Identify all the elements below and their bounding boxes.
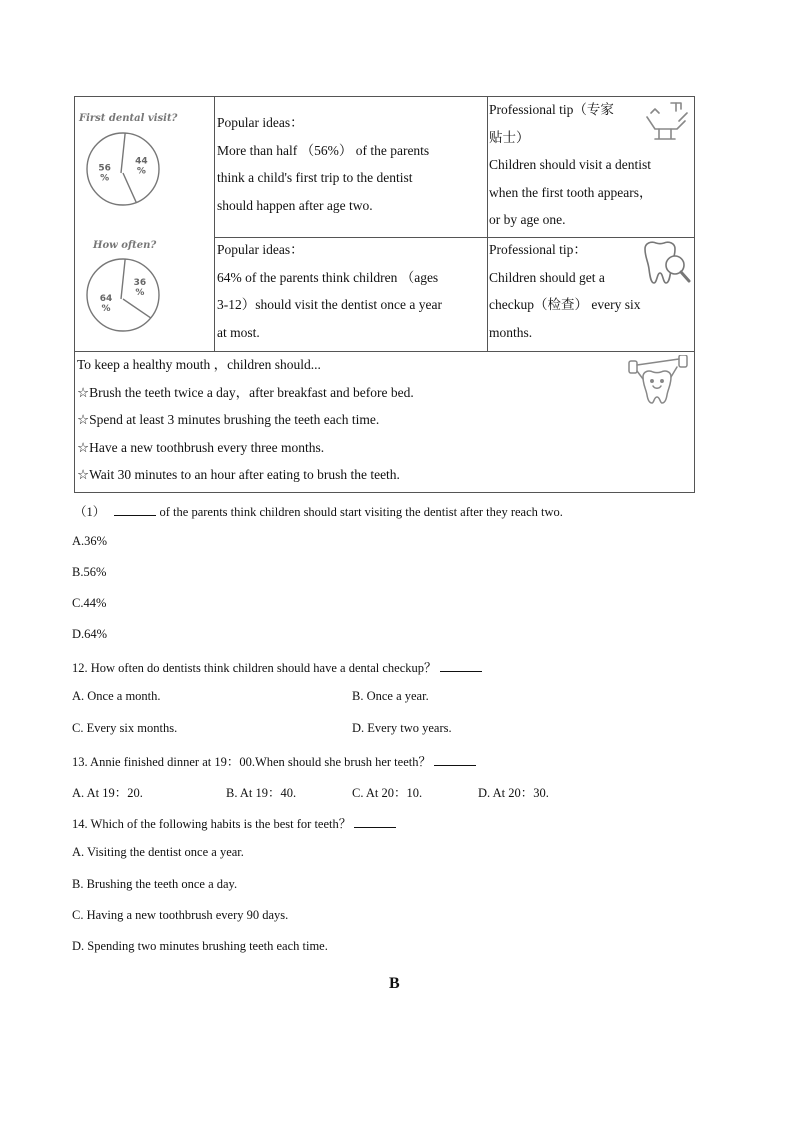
pie-outline xyxy=(87,259,159,331)
popular-ideas-heading: Popular ideas： xyxy=(217,242,304,257)
chart-title-how-often: How often? xyxy=(93,240,157,251)
option-b: B.56% xyxy=(72,565,107,579)
professional-tip-line: checkup（检查） every six xyxy=(489,297,641,312)
option-a: A. Once a month. xyxy=(72,689,161,703)
answer-blank[interactable] xyxy=(440,659,482,672)
section-heading: B xyxy=(389,975,400,992)
professional-tip-line: or by age one. xyxy=(489,212,566,227)
table-divider xyxy=(487,97,488,351)
option-a: A. Visiting the dentist once a year. xyxy=(72,845,244,859)
professional-tip-line: months. xyxy=(489,324,533,340)
info-table xyxy=(74,96,695,493)
question-text: 13. Annie finished dinner at 19：00.When should she brush her teeth？ xyxy=(72,755,431,769)
answer-blank[interactable] xyxy=(354,815,396,828)
professional-tip-line: Children should get a xyxy=(489,269,605,285)
option-d: D. Every two years. xyxy=(352,721,452,735)
professional-tip-line: Professional tip（专家 xyxy=(489,102,614,117)
habit-item: ☆Wait 30 minutes to an hour after eating to brush the teeth. xyxy=(77,467,400,482)
professional-tip-line: 贴士） xyxy=(489,129,530,145)
tooth-magnifier-icon xyxy=(639,239,693,289)
popular-ideas-heading: Popular ideas： xyxy=(217,115,304,130)
question-text: of the parents think children should start visiting the dentist after they reach two. xyxy=(156,505,563,519)
option-c: C.44% xyxy=(72,596,107,610)
pie-chart-how-often xyxy=(85,257,161,333)
answer-blank[interactable] xyxy=(434,753,476,766)
option-c: C. Every six months. xyxy=(72,721,178,735)
table-divider xyxy=(214,97,215,351)
tooth-dumbbell-icon xyxy=(625,355,691,405)
healthy-habits-box xyxy=(77,351,637,489)
option-a: A.36% xyxy=(72,534,108,548)
option-d: D. Spending two minutes brushing teeth each time. xyxy=(72,939,328,953)
pie-chart-first-visit xyxy=(85,131,161,207)
answer-blank[interactable] xyxy=(114,503,156,516)
question-text: 12. How often do dentists think children should have a dental checkup？ xyxy=(72,661,437,675)
professional-tip-line: when the first tooth appears， xyxy=(489,184,653,200)
option-d: D. At 20：30. xyxy=(478,786,549,800)
option-b: B. Brushing the teeth once a day. xyxy=(72,877,238,891)
option-a: A. At 19：20. xyxy=(72,786,143,800)
option-d: D.64% xyxy=(72,627,108,641)
popular-ideas-line: More than half （56%） of the parents xyxy=(217,142,430,158)
option-c: C. At 20：10. xyxy=(352,786,423,800)
question-12 xyxy=(72,658,482,676)
question-number: （1） xyxy=(74,505,106,519)
popular-ideas-line: 64% of the parents think children （ages xyxy=(217,269,439,285)
chart-title-first-visit: First dental visit? xyxy=(79,113,178,124)
habit-item: ☆Spend at least 3 minutes brushing the teeth each time. xyxy=(77,412,380,427)
popular-ideas-line: should happen after age two. xyxy=(217,197,373,213)
popular-ideas-line: at most. xyxy=(217,324,260,340)
question-13 xyxy=(72,752,476,770)
option-b: B. At 19：40. xyxy=(226,786,297,800)
popular-ideas-2 xyxy=(217,236,485,346)
popular-ideas-1 xyxy=(217,109,485,219)
question-14 xyxy=(72,814,396,832)
professional-tip-line: Children should visit a dentist xyxy=(489,157,651,172)
pie-slice-label: 36 % xyxy=(133,278,147,299)
popular-ideas-line: 3-12）should visit the dentist once a year xyxy=(217,297,442,312)
pie-slice-label: 44 % xyxy=(135,156,148,177)
habit-item: ☆Brush the teeth twice a day，after breakfast and before bed. xyxy=(77,384,414,400)
option-b: B. Once a year. xyxy=(352,689,429,703)
habit-item: ☆Have a new toothbrush every three months. xyxy=(77,439,325,455)
dental-chair-icon xyxy=(641,99,693,143)
habits-intro: To keep a healthy mouth ，children should... xyxy=(77,357,321,372)
popular-ideas-line: think a child's first trip to the dentist xyxy=(217,170,413,185)
question-text: 14. Which of the following habits is the best for teeth？ xyxy=(72,817,352,831)
professional-tip-line: Professional tip： xyxy=(489,242,587,257)
question-11 xyxy=(74,502,563,520)
pie-slice-label: 56 % xyxy=(98,163,111,184)
pie-slice-label: 64 % xyxy=(99,293,113,314)
option-c: C. Having a new toothbrush every 90 days. xyxy=(72,908,289,922)
